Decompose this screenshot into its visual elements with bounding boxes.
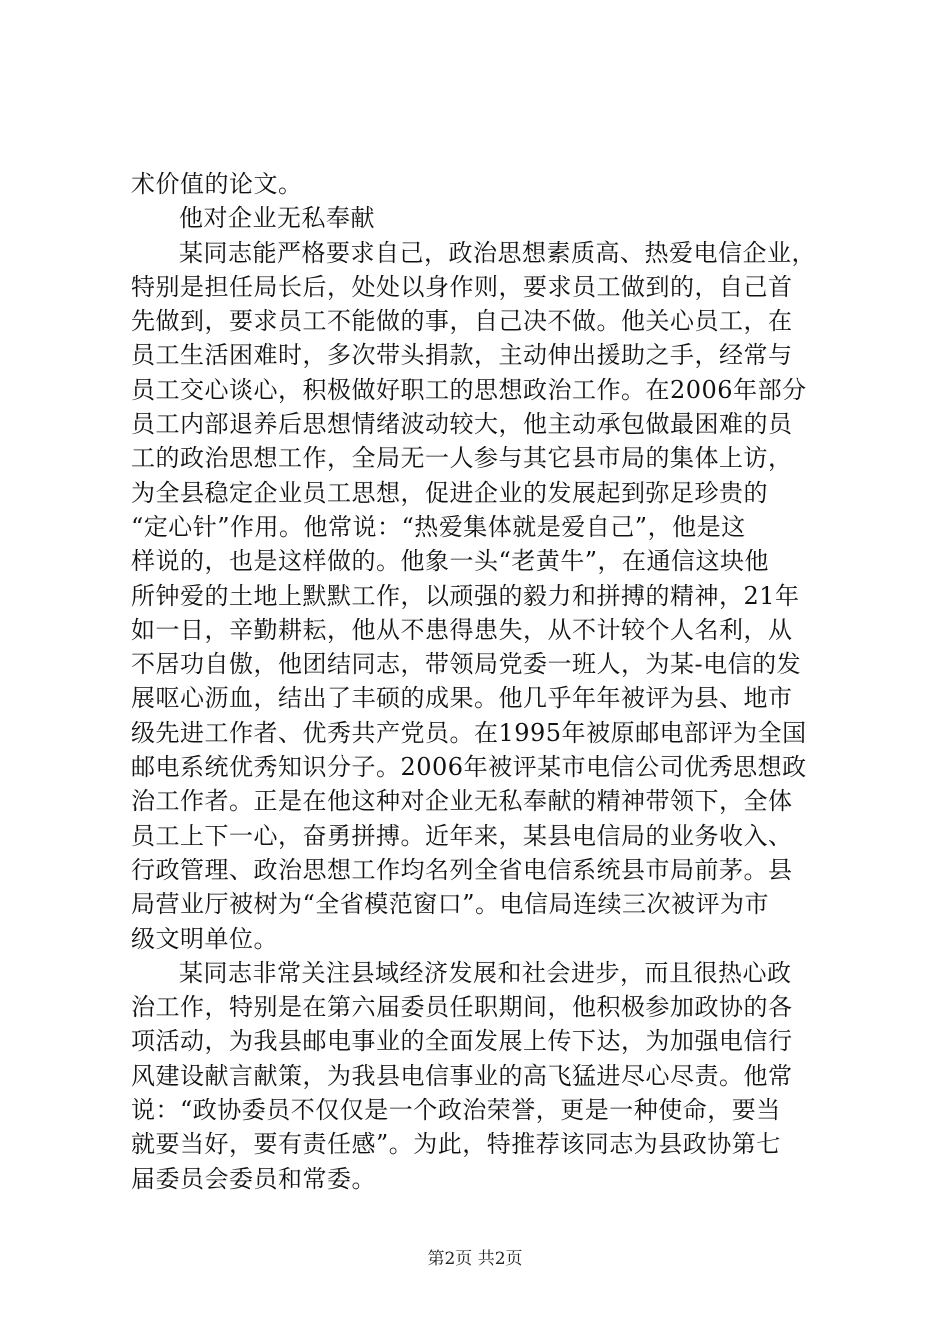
- text-line: 工的政治思想工作，全局无一人参与其它县市局的集体上访，: [131, 444, 793, 473]
- document-body: [131, 167, 831, 1196]
- text-line: 级文明单位。: [131, 924, 278, 953]
- page-number-footer: 第2页 共2页: [427, 1249, 523, 1269]
- text-line: 特别是担任局长后，处处以身作则，要求员工做到的，自己首: [131, 272, 793, 301]
- text-line: 先做到，要求员工不能做的事，自己决不做。他关心员工，在: [131, 307, 793, 336]
- text-line: 说：“政协委员不仅仅是一个政治荣誉，更是一种使命，要当: [131, 1096, 781, 1125]
- text-line: 不居功自傲，他团结同志，带领局党委一班人，为某-电信的发: [131, 650, 802, 679]
- text-line: 某同志能严格要求自己，政治思想素质高、热爱电信企业，: [179, 238, 816, 267]
- text-line: 所钟爱的土地上默默工作，以顽强的毅力和拼搏的精神，21年: [131, 581, 800, 610]
- text-line: 项活动，为我县邮电事业的全面发展上传下达，为加强电信行: [131, 1027, 793, 1056]
- text-line: 治工作，特别是在第六届委员任职期间，他积极参加政协的各: [131, 993, 793, 1022]
- text-line: 行政管理、政治思想工作均名列全省电信系统县市局前茅。县: [131, 855, 793, 884]
- text-line: 样说的，也是这样做的。他象一头“老黄牛”，在通信这块他: [131, 547, 770, 576]
- text-line: 员工生活困难时，多次带头捐款，主动伸出援助之手，经常与: [131, 341, 793, 370]
- text-line: 就要当好，要有责任感”。为此，特推荐该同志为县政协第七: [131, 1130, 781, 1159]
- text-line: 某同志非常关注县域经济发展和社会进步，而且很热心政: [179, 958, 792, 987]
- text-line: 风建设献言献策，为我县电信事业的高飞猛进尽心尽责。他常: [131, 1061, 793, 1090]
- text-line: 员工内部退养后思想情绪波动较大，他主动承包做最困难的员: [131, 410, 793, 439]
- section-heading: 他对企业无私奉献: [179, 204, 375, 233]
- text-line: 届委员会委员和常委。: [131, 1164, 376, 1193]
- text-line: 员工上下一心，奋勇拼搏。近年来，某县电信局的业务收入、: [131, 821, 793, 850]
- text-line: “定心针”作用。他常说：“热爱集体就是爱自己”，他是这: [131, 512, 746, 541]
- text-line: 为全县稳定企业员工思想，促进企业的发展起到弥足珍贵的: [131, 478, 768, 507]
- text-line: 治工作者。正是在他这种对企业无私奉献的精神带领下，全体: [131, 787, 793, 816]
- text-line: 局营业厅被树为“全省模范窗口”。电信局连续三次被评为市: [131, 890, 770, 919]
- text-line: 术价值的论文。: [131, 170, 303, 198]
- text-line: 级先进工作者、优秀共产党员。在1995年被原邮电部评为全国: [131, 718, 807, 747]
- text-line: 展呕心沥血，结出了丰硕的成果。他几乎年年被评为县、地市: [131, 684, 793, 713]
- text-line: 邮电系统优秀知识分子。2006年被评某市电信公司优秀思想政: [131, 753, 807, 782]
- text-line: 如一日，辛勤耕耘，他从不患得患失，从不计较个人名利，从: [131, 615, 793, 644]
- text-line: 员工交心谈心，积极做好职工的思想政治工作。在2006年部分: [131, 375, 807, 404]
